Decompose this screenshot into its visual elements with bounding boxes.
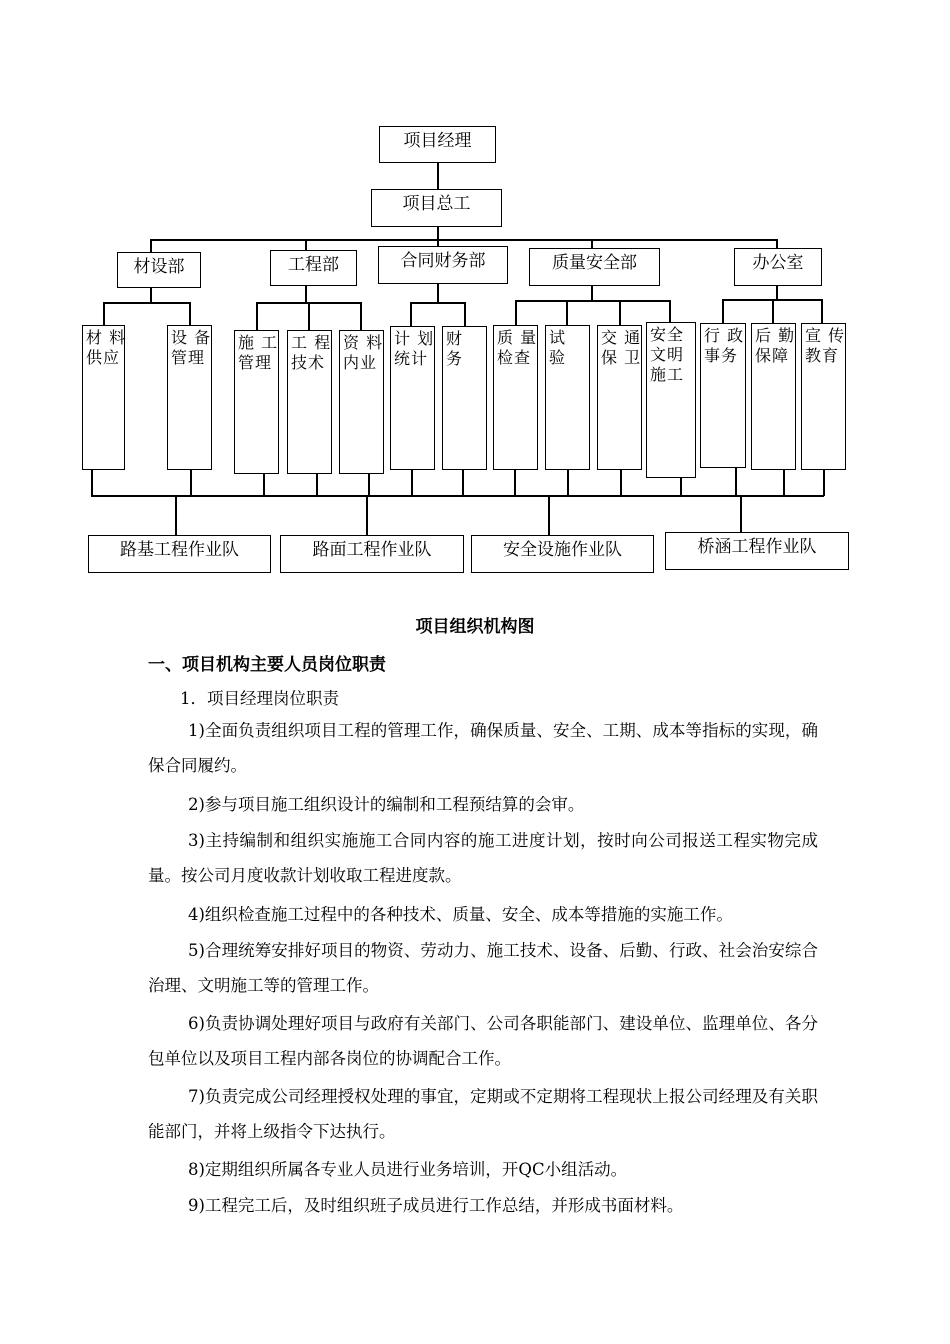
paragraph: 2)参与项目施工组织设计的编制和工程预结算的会审。 xyxy=(188,795,585,814)
org-box-label: 路面工程作业队 xyxy=(312,540,432,560)
paragraph: 6)负责协调处理好项目与政府有关部门、公司各职能部门、建设单位、监理单位、各分包单位以及项目工程内部各岗位的协调配合工作。 xyxy=(148,1014,818,1068)
connector-line xyxy=(515,300,517,325)
paragraph: 8)定期组织所属各专业人员进行业务培训，开QC小组活动。 xyxy=(188,1160,628,1179)
connector-line xyxy=(740,495,742,533)
subsection-title: 1．项目经理岗位职责 xyxy=(180,689,339,708)
org-box-team xyxy=(88,535,271,573)
connector-line xyxy=(91,495,824,497)
org-box-label: 工 程 技术 xyxy=(291,333,332,372)
connector-line xyxy=(437,162,439,190)
paragraph: 1)全面负责组织项目工程的管理工作，确保质量、安全、工期、成本等指标的实现，确保合同履约。 xyxy=(148,721,818,775)
org-box-label: 材 料 供应 xyxy=(86,328,127,367)
connector-line xyxy=(437,226,439,240)
org-box-unit xyxy=(801,323,846,470)
org-box-label: 资 料 内业 xyxy=(343,333,384,372)
org-box-team xyxy=(665,532,849,570)
org-box-label: 财 务 xyxy=(446,329,464,368)
connector-line xyxy=(783,470,785,496)
connector-line xyxy=(619,300,621,325)
connector-line xyxy=(591,285,593,300)
org-box-unit xyxy=(700,323,746,468)
org-box-department xyxy=(734,248,822,286)
org-box-unit xyxy=(82,325,125,470)
connector-line xyxy=(189,302,191,325)
section-title: 一、项目机构主要人员岗位职责 xyxy=(148,655,386,675)
org-box-unit xyxy=(390,326,435,470)
connector-line xyxy=(368,474,370,496)
connector-line xyxy=(437,283,439,302)
paragraph: 9)工程完工后，及时组织班子成员进行工作总结，并形成书面材料。 xyxy=(188,1196,684,1215)
paragraph: 5)合理统筹安排好项目的物资、劳动力、施工技术、设备、后勤、行政、社会治安综合治理、文明施工等的管理工作。 xyxy=(148,941,818,995)
connector-line xyxy=(150,239,152,253)
paragraph: 4)组织检查施工过程中的各种技术、质量、安全、成本等措施的实施工作。 xyxy=(188,905,733,924)
org-box-label: 行 政 事务 xyxy=(704,326,745,365)
org-box-label: 项目经理 xyxy=(403,131,472,151)
connector-line xyxy=(305,285,307,302)
org-box-chief-engineer xyxy=(371,189,502,227)
connector-line xyxy=(103,302,105,325)
org-box-team xyxy=(471,535,654,573)
org-box-label: 项目总工 xyxy=(402,194,471,214)
connector-line xyxy=(256,302,258,330)
connector-line xyxy=(462,470,464,496)
org-box-label: 交 通 保 卫 xyxy=(601,328,642,367)
connector-line xyxy=(735,468,737,496)
connector-line xyxy=(308,302,310,330)
connector-line xyxy=(175,495,177,535)
org-box-unit xyxy=(287,330,332,474)
connector-line xyxy=(722,299,724,324)
org-box-unit xyxy=(493,325,538,470)
connector-line xyxy=(776,285,778,299)
org-box-project-manager xyxy=(379,126,496,163)
org-box-department xyxy=(378,246,508,284)
org-box-label: 工程部 xyxy=(288,255,339,275)
connector-line xyxy=(411,470,413,496)
connector-line xyxy=(150,239,777,241)
org-box-label: 材设部 xyxy=(133,257,185,277)
org-chart xyxy=(0,0,950,600)
org-box-label: 质 量 检查 xyxy=(497,328,538,367)
connector-line xyxy=(263,474,265,496)
connector-line xyxy=(366,495,368,535)
org-box-unit xyxy=(167,325,212,470)
org-box-unit xyxy=(234,330,279,474)
org-box-label: 后 勤 保障 xyxy=(755,326,796,365)
connector-line xyxy=(680,478,682,496)
connector-line xyxy=(150,287,152,302)
org-box-label: 路基工程作业队 xyxy=(120,540,239,560)
org-box-label: 施 工 管理 xyxy=(238,333,279,372)
org-box-label: 合同财务部 xyxy=(400,251,486,271)
connector-line xyxy=(514,470,516,496)
org-box-label: 宣 传 教育 xyxy=(805,326,846,365)
paragraph: 3)主持编制和组织实施施工合同内容的施工进度计划，按时向公司报送工程实物完成量。按公司月度收款计划收取工程进度款。 xyxy=(148,831,818,885)
connector-line xyxy=(669,300,671,323)
connector-line xyxy=(103,302,190,304)
paragraph: 7)负责完成公司经理授权处理的事宜，定期或不定期将工程现状上报公司经理及有关职能部门，并将上级指令下达执行。 xyxy=(148,1087,818,1141)
org-box-label: 设 备 管理 xyxy=(171,328,212,367)
connector-line xyxy=(515,300,670,302)
org-box-department xyxy=(117,252,201,288)
org-box-team xyxy=(280,535,464,573)
org-box-unit xyxy=(339,330,384,474)
org-box-label: 桥涵工程作业队 xyxy=(697,537,817,557)
connector-line xyxy=(316,474,318,496)
connector-line xyxy=(821,299,823,324)
connector-line xyxy=(464,302,466,327)
connector-line xyxy=(772,299,774,324)
connector-line xyxy=(360,302,362,330)
connector-line xyxy=(566,300,568,325)
org-box-label: 安全 文明 施工 xyxy=(650,325,685,384)
org-box-unit xyxy=(545,325,590,470)
figure-caption: 项目组织机构图 xyxy=(415,617,535,637)
connector-line xyxy=(190,470,192,496)
connector-line xyxy=(410,302,412,327)
org-box-label: 计 划 统计 xyxy=(394,329,435,368)
connector-line xyxy=(620,470,622,496)
org-box-label: 办公室 xyxy=(752,253,804,273)
connector-line xyxy=(91,470,93,496)
org-box-label: 质量安全部 xyxy=(552,253,637,273)
org-box-department xyxy=(529,248,660,286)
connector-line xyxy=(567,470,569,496)
org-box-unit xyxy=(442,326,487,470)
org-box-unit xyxy=(751,323,796,470)
org-box-unit xyxy=(597,325,642,470)
org-box-label: 安全设施作业队 xyxy=(503,540,622,560)
connector-line xyxy=(410,302,465,304)
connector-line xyxy=(823,470,825,496)
connector-line xyxy=(548,495,550,535)
org-box-unit xyxy=(646,322,696,478)
org-box-label: 试 验 xyxy=(549,328,567,367)
org-box-department xyxy=(270,250,357,286)
